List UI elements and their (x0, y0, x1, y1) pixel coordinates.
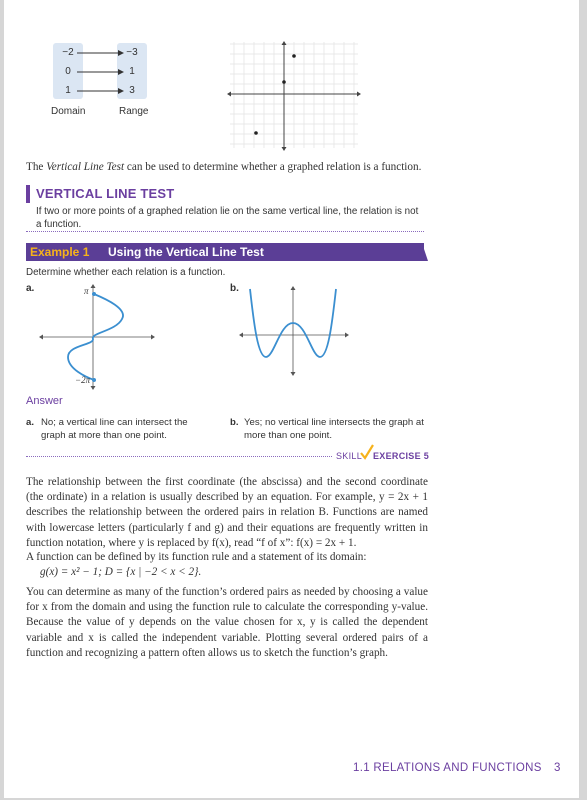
function-rule-equation: g(x) = x² − 1; D = {x | −2 < x < 2}. (40, 566, 202, 578)
check-icon (360, 444, 374, 460)
paragraph-dependent-variable: You can determine as many of the function’s ordered pairs as needed by choosing a value for x from the domain and using the function rule to calculate the corresponding y-value. Because the value of y depends on the value chosen for x, y is called the dependent variable and x is called the independent variable. Plotting several ordered pairs of a function and recognizing a pattern often allows us to sketch the function’s graph. (26, 586, 428, 659)
paragraph-function-rule: A function can be defined by its function rule and a statement of its domain: (26, 551, 367, 563)
plot-point (292, 54, 296, 58)
part-b-label: b. (230, 283, 239, 294)
answer-a-text: No; a vertical line can intersect the graph at more than one point. (41, 417, 188, 441)
skill-label: SKILL (336, 451, 363, 461)
exercise-rule (26, 456, 332, 457)
range-value: 3 (129, 85, 135, 96)
range-value: 1 (129, 66, 135, 77)
answer-heading: Answer (26, 395, 63, 407)
example-label: Example 1 (26, 243, 102, 261)
vlt-title: VERTICAL LINE TEST (36, 186, 175, 201)
range-value: −3 (126, 47, 138, 58)
vlt-accent-bar (26, 185, 30, 203)
answer-b-text: Yes; no vertical line intersects the graph at more than one point. (244, 417, 424, 441)
part-a-label: a. (26, 283, 35, 294)
paragraph-relationship: The relationship between the first coordinate (the abscissa) and the second coordinate (the ordinate) in a relation is usually described by an equation. For example, y = 2x + 1 describes the relationship between the ordered pairs in relation B. Functions are named with lowercase letters (particularly f and g) and their equations are frequently written in function notation, where y is replaced by f(x), read “f of x”: f(x) = 2x + 1. (26, 476, 428, 549)
domain-value: 0 (65, 66, 71, 77)
plot-point (282, 80, 286, 84)
graph-a-top-label: π (84, 286, 89, 296)
example-prompt: Determine whether each relation is a function. (26, 267, 226, 278)
relation-graph (226, 40, 362, 152)
mapping-arrows (4, 0, 204, 110)
answer-a-label: a. (26, 417, 35, 428)
example-header-tip (416, 243, 428, 261)
answer-b-label: b. (230, 417, 239, 428)
graph-a-bottom-label: −2π (75, 375, 91, 385)
vlt-text: If two or more points of a graphed relation lie on the same vertical line, the relation is not a function. (36, 206, 419, 230)
plot-point (254, 131, 258, 135)
domain-value: 1 (65, 85, 71, 96)
graph-b (238, 285, 350, 377)
example-title: Using the Vertical Line Test (108, 245, 264, 259)
textbook-page (4, 0, 579, 798)
domain-caption: Domain (51, 106, 86, 117)
graph-a (38, 283, 156, 391)
footer-section-title: 1.1 RELATIONS AND FUNCTIONS (353, 762, 542, 774)
exercise-label: EXERCISE 5 (373, 451, 430, 461)
intro-sentence: The Vertical Line Test can be used to determine whether a graphed relation is a function. (26, 161, 422, 173)
range-caption: Range (119, 106, 149, 117)
vlt-divider (26, 231, 424, 232)
page-number: 3 (554, 762, 561, 774)
domain-value: −2 (62, 47, 74, 58)
